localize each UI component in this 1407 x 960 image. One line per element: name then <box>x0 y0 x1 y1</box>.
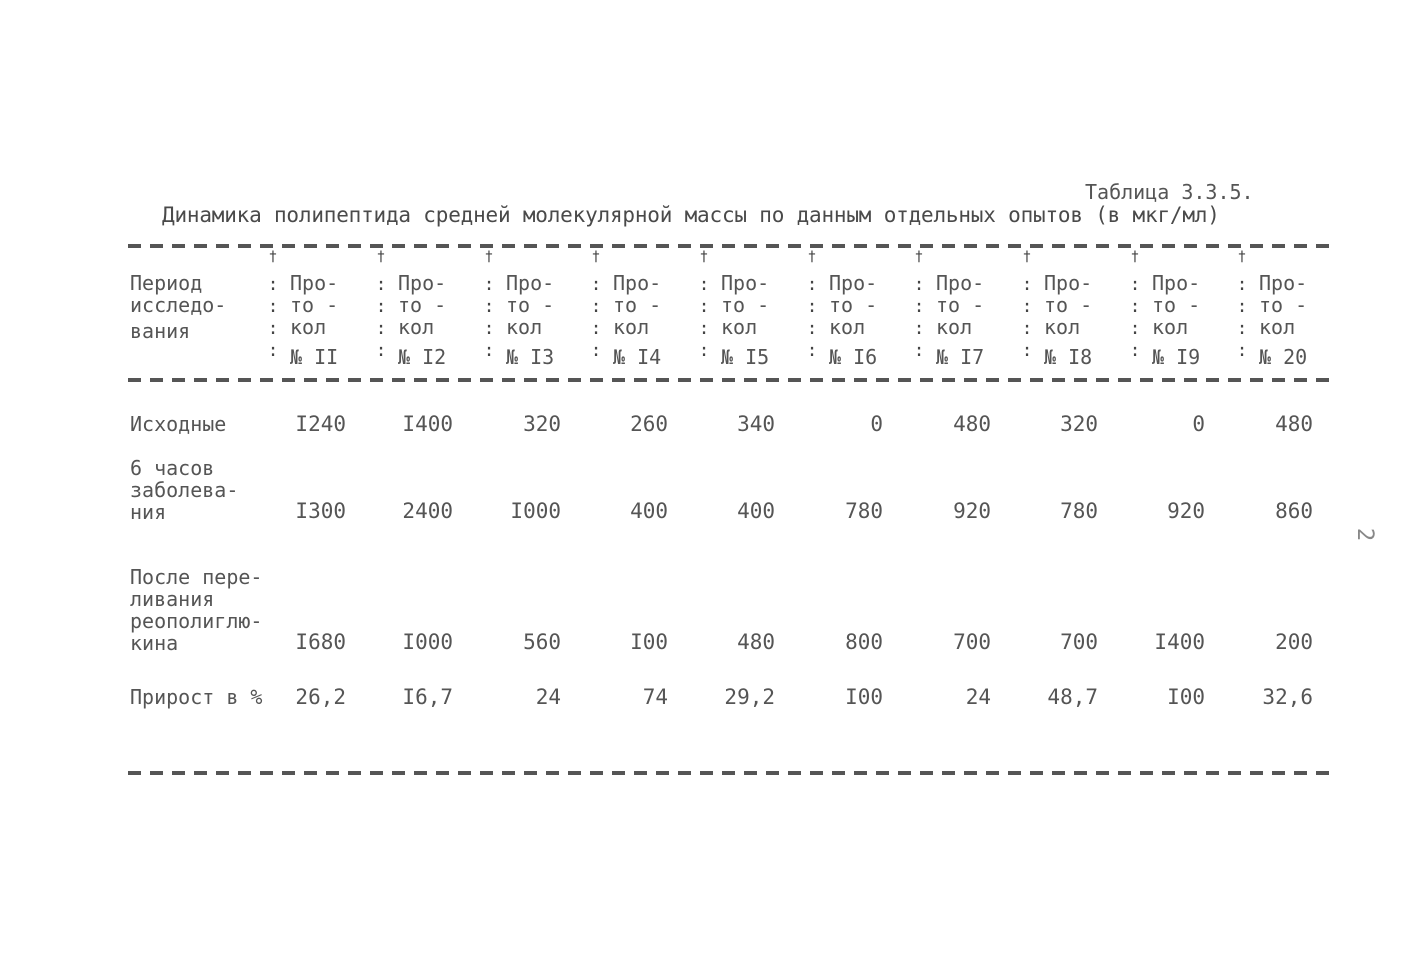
table-cell: 920 <box>1167 499 1205 523</box>
table-cell: I6,7 <box>402 685 453 709</box>
column-separator: † : : : : <box>913 249 925 361</box>
header-protocol-line: Про- <box>398 271 447 295</box>
header-period-line: вания <box>130 319 191 343</box>
header-protocol-line: Про- <box>1259 271 1308 295</box>
column-separator: † : : : : <box>375 249 387 361</box>
header-protocol <box>290 272 338 368</box>
column-separator: † : : : : <box>483 249 495 361</box>
table-cell: 32,6 <box>1262 685 1313 709</box>
table-title: Динамика полипептида средней молекулярной массы по данным отдельных опытов (в мкг/мл) <box>162 203 1220 227</box>
header-protocol-line: то - <box>290 293 339 317</box>
header-protocol-line: то - <box>721 293 770 317</box>
row-label-6-hours <box>130 457 238 523</box>
header-protocol-line: Про- <box>613 271 662 295</box>
table-cell: 320 <box>1060 412 1098 436</box>
table-cell: 780 <box>845 499 883 523</box>
table-cell: I300 <box>295 499 346 523</box>
header-protocol-line: то - <box>506 293 555 317</box>
header-protocol <box>506 272 554 368</box>
header-protocol-line: то - <box>1259 293 1308 317</box>
table-cell: 400 <box>737 499 775 523</box>
table-cell: 29,2 <box>724 685 775 709</box>
table-cell: 480 <box>1275 412 1313 436</box>
header-protocol <box>721 272 769 368</box>
row-label-line: реополиглю- <box>130 609 263 633</box>
table-cell: I00 <box>630 630 668 654</box>
header-protocol-line: Про- <box>1044 271 1093 295</box>
header-protocol-line: кол <box>1259 315 1296 339</box>
header-protocol-line: то - <box>1152 293 1201 317</box>
header-protocol-line: кол <box>506 315 543 339</box>
header-protocol <box>613 272 661 368</box>
header-protocol-line: Про- <box>1152 271 1201 295</box>
row-label-line: ливания <box>130 587 215 611</box>
table-cell: I400 <box>402 412 453 436</box>
rule-bottom <box>128 771 1330 775</box>
table-number: Таблица 3.3.5. <box>1085 180 1254 204</box>
header-protocol-line: кол <box>613 315 650 339</box>
table-cell: 340 <box>737 412 775 436</box>
header-protocol-line: кол <box>290 315 327 339</box>
table-cell: 26,2 <box>295 685 346 709</box>
table-cell: 700 <box>953 630 991 654</box>
table-cell: 480 <box>737 630 775 654</box>
rule-header-bottom <box>128 378 1330 382</box>
header-protocol-number: № I4 <box>613 345 662 369</box>
row-label-increase <box>130 686 262 708</box>
header-protocol-line: кол <box>936 315 973 339</box>
table-cell: I00 <box>1167 685 1205 709</box>
header-protocol-number: № I5 <box>721 345 770 369</box>
table-cell: 480 <box>953 412 991 436</box>
table-cell: I240 <box>295 412 346 436</box>
header-protocol <box>1152 272 1200 368</box>
table-cell: 320 <box>523 412 561 436</box>
table-cell: 24 <box>965 685 991 709</box>
column-separator: † : : : : <box>698 249 710 361</box>
table-cell: 800 <box>845 630 883 654</box>
row-label-line: Исходные <box>130 412 227 436</box>
table-cell: 200 <box>1275 630 1313 654</box>
header-protocol-line: то - <box>829 293 878 317</box>
table-cell: I000 <box>402 630 453 654</box>
column-separator: † : : : : <box>1236 249 1248 361</box>
row-label-line: ния <box>130 500 167 524</box>
table-cell: I680 <box>295 630 346 654</box>
table-cell: 560 <box>523 630 561 654</box>
table-cell: 400 <box>630 499 668 523</box>
header-protocol-line: Про- <box>721 271 770 295</box>
table-cell: 0 <box>1192 412 1205 436</box>
table-cell: 860 <box>1275 499 1313 523</box>
table-cell: 0 <box>870 412 883 436</box>
header-protocol-number: № I2 <box>398 345 447 369</box>
row-label-initial <box>130 413 226 435</box>
table-cell: 920 <box>953 499 991 523</box>
column-separator: † : : : : <box>1021 249 1033 361</box>
table-cell: 700 <box>1060 630 1098 654</box>
header-protocol-line: то - <box>613 293 662 317</box>
table-cell: 48,7 <box>1047 685 1098 709</box>
header-protocol-number: № I7 <box>936 345 985 369</box>
header-protocol <box>936 272 984 368</box>
table-cell: 74 <box>642 685 668 709</box>
table-cell: I000 <box>510 499 561 523</box>
header-protocol-number: № I6 <box>829 345 878 369</box>
row-label-line: После пере- <box>130 565 263 589</box>
margin-mark: 2 <box>1352 527 1378 542</box>
row-label-after-transfusion <box>130 566 262 654</box>
header-protocol <box>1259 272 1307 368</box>
row-label-line: 6 часов <box>130 456 215 480</box>
header-protocol-number: № II <box>290 345 339 369</box>
header-protocol-number: № I9 <box>1152 345 1201 369</box>
header-protocol-line: Про- <box>936 271 985 295</box>
header-protocol-line: кол <box>721 315 758 339</box>
header-protocol <box>1044 272 1092 368</box>
table-cell: 780 <box>1060 499 1098 523</box>
row-label-line: заболева- <box>130 478 239 502</box>
header-period <box>130 272 226 342</box>
header-protocol-line: то - <box>398 293 447 317</box>
table-cell: 260 <box>630 412 668 436</box>
header-protocol-line: кол <box>398 315 435 339</box>
header-protocol <box>398 272 446 368</box>
header-protocol-number: № I3 <box>506 345 555 369</box>
header-protocol-number: № I8 <box>1044 345 1093 369</box>
rule-top <box>128 244 1330 248</box>
column-separator: † : : : : <box>1129 249 1141 361</box>
table-cell: I400 <box>1154 630 1205 654</box>
header-protocol-line: кол <box>1152 315 1189 339</box>
table-cell: 2400 <box>402 499 453 523</box>
header-protocol-line: Про- <box>506 271 555 295</box>
header-protocol-line: кол <box>829 315 866 339</box>
table-cell: 24 <box>535 685 561 709</box>
column-separator: † : : : : <box>806 249 818 361</box>
table-cell: I00 <box>845 685 883 709</box>
header-protocol-line: Про- <box>290 271 339 295</box>
header-period-line: исследо- <box>130 293 227 317</box>
header-protocol-line: Про- <box>829 271 878 295</box>
header-protocol-line: кол <box>1044 315 1081 339</box>
column-separator: † : : : : <box>590 249 602 361</box>
row-label-line: кина <box>130 631 179 655</box>
header-period-line: Период <box>130 271 203 295</box>
header-protocol-line: то - <box>936 293 985 317</box>
header-protocol-line: то - <box>1044 293 1093 317</box>
header-protocol <box>829 272 877 368</box>
header-protocol-number: № 20 <box>1259 345 1308 369</box>
column-separator: † : : : : <box>267 249 279 361</box>
row-label-line: Прирост в % <box>130 685 263 709</box>
